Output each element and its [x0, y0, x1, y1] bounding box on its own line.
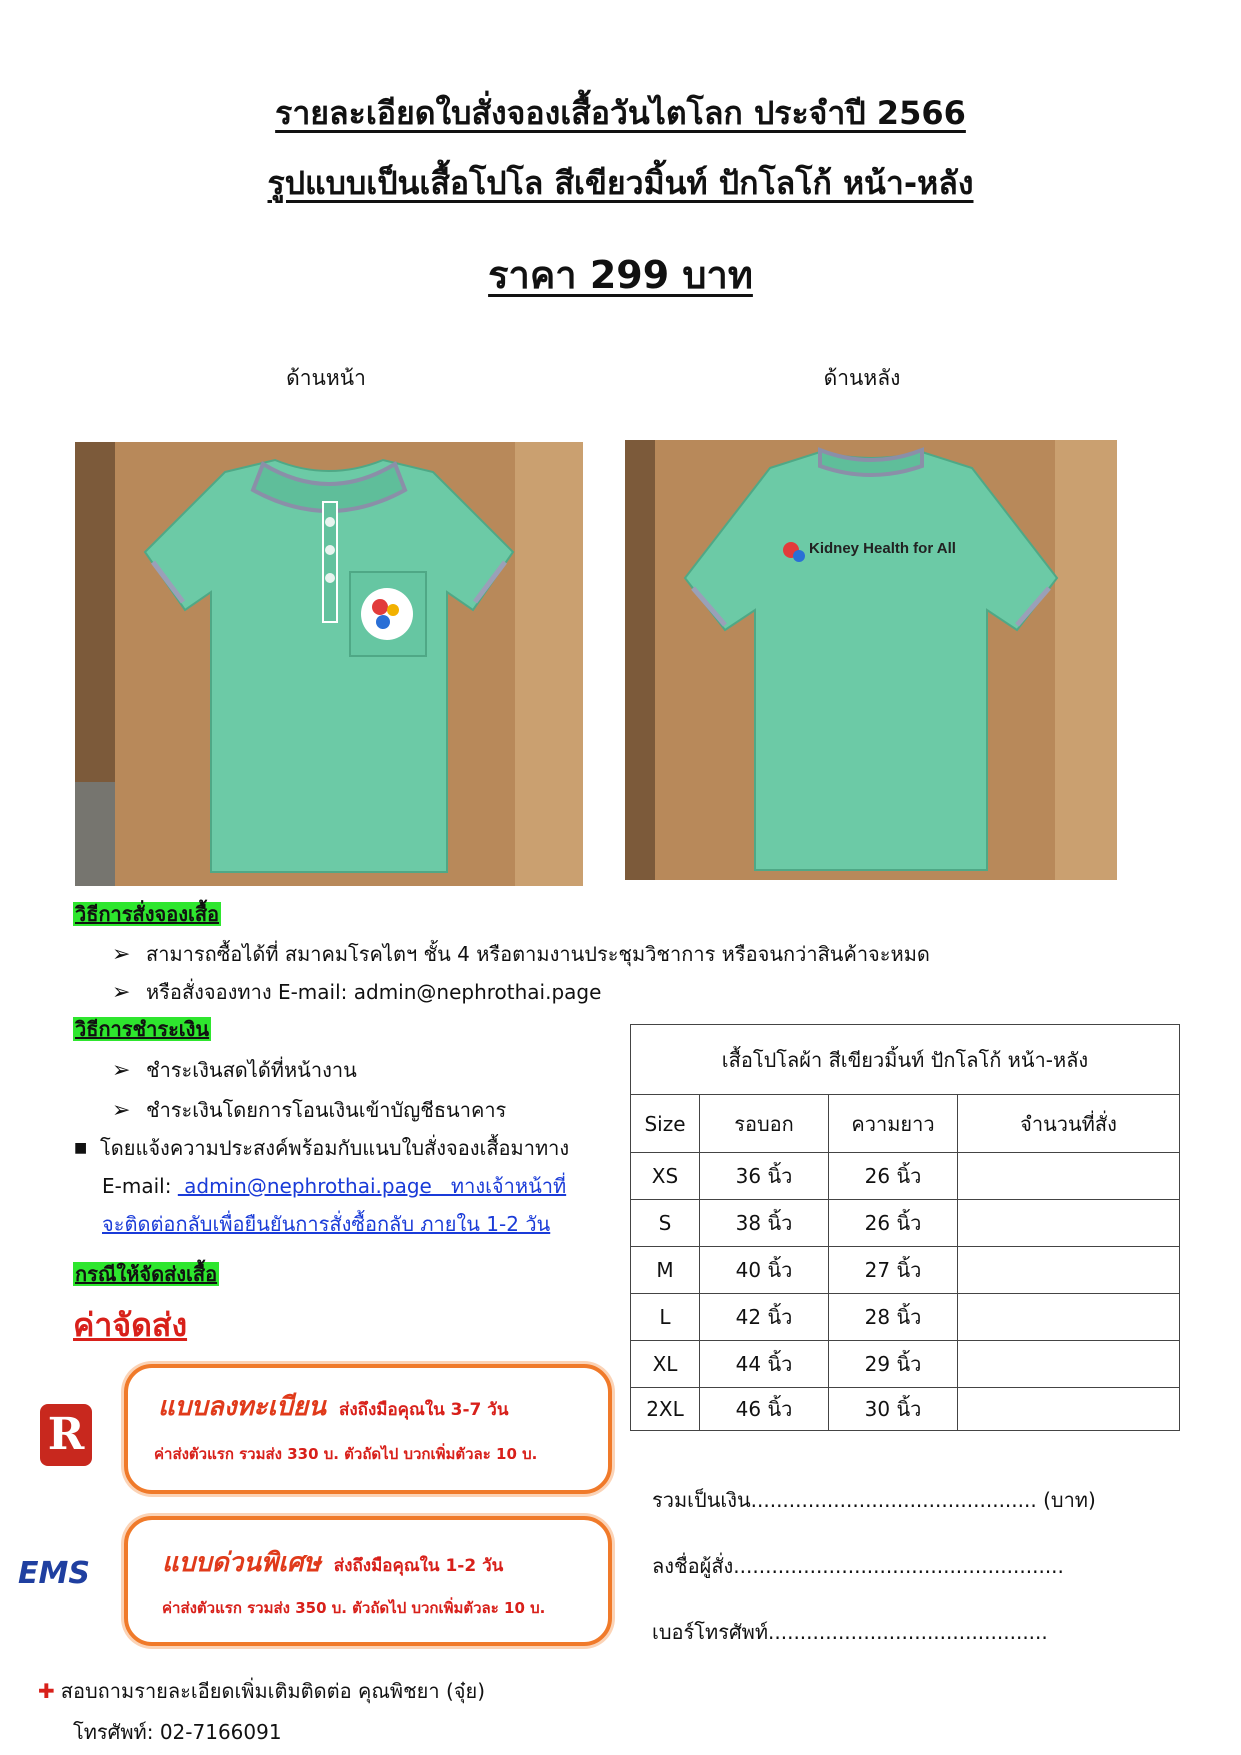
- payment-note-line2: E-mail: admin@nephrothai.page ทางเจ้าหน้าที่: [102, 1174, 567, 1198]
- order-heading: วิธีการสั่งจองเสื้อ: [75, 902, 220, 926]
- payment-note-line1: ■ โดยแจ้งความประสงค์พร้อมกับแนบใบสั่งจองเสื้อมาทาง: [74, 1136, 570, 1160]
- registered-shipping-box: [124, 1364, 612, 1494]
- square-bullet-icon: ■: [74, 1140, 88, 1156]
- contact-line1: ✚ สอบถามรายละเอียดเพิ่มเติมติดต่อ คุณพิชยา (จุ๋ย): [38, 1679, 486, 1703]
- qty-cell[interactable]: [958, 1388, 1180, 1431]
- arrow-icon: ➢: [112, 1058, 131, 1083]
- email-link[interactable]: admin@nephrothai.page ทางเจ้าหน้าที่: [177, 1174, 567, 1198]
- page-title-line2: รูปแบบเป็นเสื้อโปโล สีเขียวมิ้นท์ ปักโลโก้ หน้า-หลัง: [267, 164, 974, 202]
- registered-mail-logo: R: [40, 1404, 92, 1466]
- header-qty: จำนวนที่สั่ง: [958, 1095, 1180, 1153]
- pin-icon: ✚: [38, 1679, 55, 1703]
- phone-field[interactable]: เบอร์โทรศัพท์............................................: [652, 1620, 1048, 1644]
- table-row: S 38 นิ้ว 26 นิ้ว: [631, 1200, 1180, 1247]
- back-shirt-drawing: [625, 440, 1117, 880]
- arrow-icon: ➢: [112, 942, 131, 967]
- size-table-title: เสื้อโปโลผ้า สีเขียวมิ้นท์ ปักโลโก้ หน้า-หลัง: [631, 1025, 1180, 1095]
- contact-line2: โทรศัพท์: 02-7166091: [73, 1720, 282, 1744]
- shipping-heading: กรณีให้จัดส่งเสื้อ: [75, 1262, 218, 1286]
- front-shirt-drawing: [75, 442, 583, 886]
- express-title: แบบด่วนพิเศษ: [162, 1548, 321, 1578]
- size-table: [630, 1024, 1180, 1431]
- page-title-line1: รายละเอียดใบสั่งจองเสื้อวันไตโลก ประจำปี 2566: [275, 94, 966, 132]
- arrow-icon: ➢: [112, 1098, 131, 1123]
- signature-field[interactable]: ลงชื่อผู้สั่ง....................................................: [652, 1554, 1064, 1578]
- registered-title: แบบลงทะเบียน: [158, 1392, 326, 1422]
- table-row: XL 44 นิ้ว 29 นิ้ว: [631, 1341, 1180, 1388]
- registered-detail: ค่าส่งตัวแรก รวมส่ง 330 บ. ตัวถัดไป บวกเพิ่มตัวละ 10 บ.: [154, 1445, 538, 1463]
- qty-cell[interactable]: [958, 1247, 1180, 1294]
- table-row: L 42 นิ้ว 28 นิ้ว: [631, 1294, 1180, 1341]
- payment-item-1: ➢ ชำระเงินสดได้ที่หน้างาน: [112, 1058, 357, 1083]
- price-title: ราคา 299 บาท: [488, 253, 753, 297]
- header-length: ความยาว: [829, 1095, 958, 1153]
- back-label: ด้านหลัง: [823, 366, 901, 390]
- express-shipping-box: [124, 1516, 612, 1646]
- back-logo-text: Kidney Health for All: [809, 540, 956, 557]
- arrow-icon: ➢: [112, 980, 131, 1005]
- total-field[interactable]: รวมเป็นเงิน............................................. (บาท): [652, 1488, 1096, 1512]
- header-size: Size: [631, 1095, 700, 1153]
- table-row: XS 36 นิ้ว 26 นิ้ว: [631, 1153, 1180, 1200]
- payment-item-2: ➢ ชำระเงินโดยการโอนเงินเข้าบัญชีธนาคาร: [112, 1098, 507, 1123]
- qty-cell[interactable]: [958, 1341, 1180, 1388]
- order-item-1: ➢ สามารถซื้อได้ที่ สมาคมโรคไตฯ ชั้น 4 หรือตามงานประชุมวิชาการ หรือจนกว่าสินค้าจะหมด: [112, 942, 930, 967]
- express-sub: ส่งถึงมือคุณใน 1-2 วัน: [333, 1556, 504, 1576]
- back-shirt-photo: [625, 440, 1117, 880]
- front-shirt-photo: [75, 442, 583, 886]
- qty-cell[interactable]: [958, 1200, 1180, 1247]
- payment-heading: วิธีการชำระเงิน: [75, 1017, 210, 1041]
- payment-note-line3: จะติดต่อกลับเพื่อยืนยันการสั่งซื้อกลับ ภายใน 1-2 วัน: [102, 1212, 551, 1236]
- express-detail: ค่าส่งตัวแรก รวมส่ง 350 บ. ตัวถัดไป บวกเพิ่มตัวละ 10 บ.: [162, 1599, 546, 1617]
- registered-sub: ส่งถึงมือคุณใน 3-7 วัน: [339, 1400, 509, 1420]
- front-label: ด้านหน้า: [286, 366, 366, 390]
- qty-cell[interactable]: [958, 1294, 1180, 1341]
- header-chest: รอบอก: [700, 1095, 829, 1153]
- shipping-cost-title: ค่าจัดส่ง: [73, 1306, 188, 1344]
- qty-cell[interactable]: [958, 1153, 1180, 1200]
- order-item-2: ➢ หรือสั่งจองทาง E-mail: admin@nephrothai.page: [112, 980, 602, 1005]
- table-row: 2XL 46 นิ้ว 30 นิ้ว: [631, 1388, 1180, 1431]
- table-row: M 40 นิ้ว 27 นิ้ว: [631, 1247, 1180, 1294]
- ems-logo: EMS: [18, 1556, 90, 1591]
